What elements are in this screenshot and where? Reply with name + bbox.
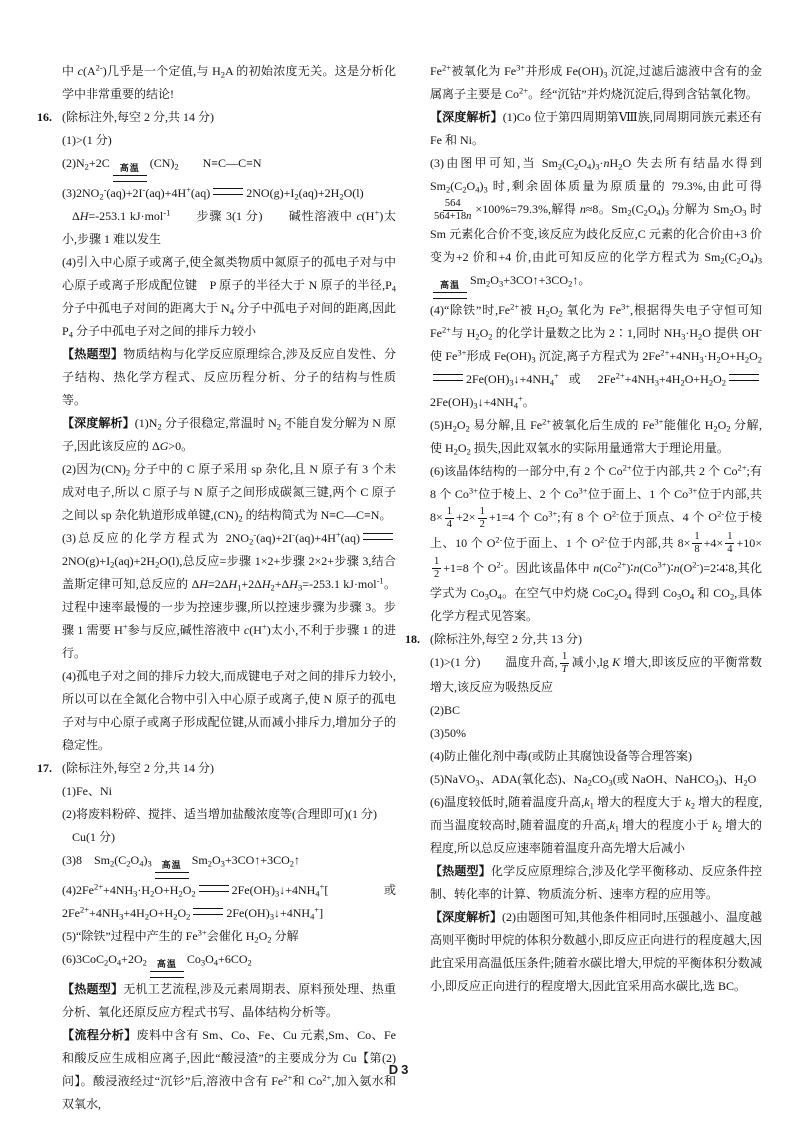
fraction-numerator: 1 [725,531,734,544]
paragraph-text: (4)防止催化剂中毒(或防止其腐蚀设备等合理答案) [430,748,692,763]
paragraph-text: (6)温度较低时,随着温度升高$,k_1$ 增大的程度大于 $k_2$ 增大的程度,而当温度较高时,随着温度的升高$,k_1$ 增大的程度小于 $k_2$ 增大的程度,所以总反应速率随着温度升高先增大后减小 [430,794,762,855]
reaction-double-line-equals [729,374,759,381]
paragraph-text: 【深度解析】$(1)N_2$ 分子很稳定,常温时 $N_2$ 不能自发分解为 N 原子,因此该反应的 ΔG>0。 [62,416,396,453]
paragraph-text: (1)>(1 分) 温度升高, $\frac{1}{T}$ 减小,lg K 增大,即该反应的平衡常数增大,该反应为吸热反应 [430,650,762,694]
paragraph-text: (除标注外,每空 2 分,共 14 分) [62,761,214,775]
fraction [432,556,441,581]
paragraph [430,152,762,299]
paragraph-text: (3)由图甲可知,当 $Sm_2(C_2O_4)_3\cdot nH_2O$ 失去所有结晶水得到 $Sm_2(C_2O_4)_3$ 时,剩余固体质量为原质量的 79.3%,由此可得 $\frac{564}{564+18n}$ ×100%=79.3%,解得 n≈8。$Sm_2(C_2O_4)_3$ 分解为 $Sm_2O_3$ 时 Sm 元素化合价不变,该反应为歧化反应,C 元素的化合价由+3 价变为+2 价和+4 价,由此可知反应的化学方程式为 $Sm_2(C_2O_4)_3$ 高温 $Sm_2O_3+3CO↑+3CO_2↑$。 [430,156,762,287]
question-number: 16. [37,110,52,124]
reaction-condition [155,861,189,879]
paragraph-text: (4)引入中心原子或离子,使全氮类物质中氮原子的孤电子对与中心原子或离子形成配位键 P 原子的半径大于 N 原子的半径$,P_4$ 分子中孤电子对间的距离大于 $N_4$ 分子中孤电子对间的距离,因此 $P_4$ 分子中孤电子对之间的排斥力较小 [62,255,396,340]
paragraph [62,665,396,757]
paragraph-text: $(4)2Fe^{2+}+4NH_3\cdot H_2O+H_2O_2$ $2Fe(OH)_3↓+4NH_4^+$[或 $2Fe^{2+}+4NH_3+4H_2O+H_2O_2$ $2Fe(OH)_3↓+4NH_4^+$] [62,881,396,922]
fraction-denominator: 4 [727,544,733,556]
paragraph [430,699,762,722]
fraction-numerator: 564 [443,198,463,211]
paragraph [430,906,762,998]
paragraph [62,412,396,458]
reaction-double-line-equals [199,885,229,892]
fraction-numerator: 1 [478,506,487,519]
reaction-double-line-equals [193,908,223,915]
paragraph [62,527,396,665]
paragraph-text: $(6)3CoC_2O_4+2O_2$ 高温 $Co_3O_4+6CO_2$ [62,952,252,966]
paragraph [62,205,396,251]
page-number: D3 [388,1062,412,1077]
reaction-double-line-equals [150,971,184,978]
paragraph [62,182,396,205]
paragraph-text: $(2)N_2+2C$ 高温 $(CN)_2$ N≡C—C≡N [62,156,262,170]
question-number: 17. [37,761,52,775]
paragraph-text: ΔH=-253.1 kJ·mol$^{-1}$ 步骤 3(1 分) 碱性溶液中 c(H+)太小,步骤 1 难以发生 [62,207,396,246]
fraction-numerator: 1 [445,506,454,519]
reaction-double-line-equals [113,175,147,182]
paragraph [430,651,762,699]
paragraph [430,745,762,768]
paragraph [430,791,762,860]
paragraph-text: (4)孤电子对之间的排斥力较大,而成键电子对之间的排斥力较小,所以可以在全氮化合物中引入中心原子或离子,使 N 原子的孤电子对与中心原子或离子形成配位键,从而减小排斥力,增加分子的稳定性。 [62,669,396,752]
reaction-double-line-equals [433,292,467,299]
condition-label: 高温 [156,959,177,969]
paragraph-text: $(3)2NO_2^-(aq)+2I^-(aq)+4H^+(aq)$ $2NO(g)+I_2(aq)+2H_2O(l)$ [62,184,364,202]
fraction-denominator: 8 [694,544,700,556]
paragraph [62,152,396,182]
reaction-double-line-equals [433,374,463,381]
paragraph-text: 【深度解析】(1)Co 位于第四周期第Ⅷ族,同周期同族元素还有 Fe 和 Ni。 [430,110,762,147]
paragraph [62,826,396,849]
reaction-double-line-equals [155,872,189,879]
paragraph [62,925,396,948]
paragraph [430,460,762,627]
left-column [37,60,397,1116]
paragraph-text: (2)将废料粉碎、搅拌、适当增加盐酸浓度等(合理即可)(1 分) [62,807,377,821]
paragraph-text: (1)>(1 分) [62,133,112,147]
fraction [432,198,473,223]
paragraph-text: (2)BC [430,702,460,717]
fraction-denominator: 564+18n [434,211,472,223]
paragraph [430,768,762,791]
paragraph [62,948,396,978]
paragraph [62,978,396,1024]
fraction [725,531,734,556]
fraction-denominator: T [561,663,568,675]
paragraph [430,722,762,745]
paragraph-text: 【热题型】化学反应原理综合,涉及化学平衡移动、反应条件控制、转化率的计算、物质流分析、速率方程的应用等。 [430,863,762,901]
reaction-double-line-equals [363,533,393,540]
paragraph-text: (1)Fe、Ni [62,784,112,798]
paragraph [430,299,762,414]
question-paragraph [405,628,762,651]
paragraph-text: 中 $c(A^{2-})$几乎是一个定值,与 $H_2A$ 的初始浓度无关。这是分析化学中非常重要的结论! [62,62,396,101]
fraction-denominator: 4 [446,519,453,531]
paragraph-text: (4)“除铁”时$,Fe^{2+}$被 $H_2O_2$ 氧化为 $Fe^{3+}$,根据得失电子守恒可知 $Fe^{2+}$与 $H_2O_2$ 的化学计量数之比为 2∶1,同时 $NH_3\cdot H_2O$ 提供 OH-使 $Fe^{3+}$形成 $Fe(OH)_3$ 沉淀,离子方程式为 $2Fe^{2+}+4NH_3\cdot H_2O+H_2O_22Fe(OH)_3↓+4NH_4^+$ 或 $2Fe^{2+}+4NH_3+4H_2O+H_2O_22Fe(OH)_3↓+4NH_4^+$。 [430,301,763,411]
paragraph [62,60,396,106]
fraction-numerator: 1 [692,531,701,544]
paragraph-text: $(5)H_2O_2$ 易分解,且 $Fe^{2+}$被氧化后生成的 $Fe^{3+}$能催化 $H_2O_2$ 分解,使 $H_2O_2$ 损失,因此双氧水的实际用量通常大于理论用量。 [430,416,762,457]
paragraph [62,879,396,925]
paragraph-text: (3)8 $Sm_2(C_2O_4)_3$ 高温 $Sm_2O_3+3CO↑+3CO_2↑$ [62,853,300,867]
condition-label: 高温 [161,860,182,870]
paragraph-text: (5)“除铁”过程中产生的 $Fe^{3+}$会催化 $H_2O_2$ 分解 [62,927,299,945]
paragraph [430,860,762,906]
paragraph [62,343,396,412]
fraction-numerator: 1 [432,556,441,569]
question-paragraph [37,106,396,129]
paragraph-text: Cu(1 分) [72,830,115,844]
paragraph [62,251,396,343]
paragraph [62,458,396,527]
paragraph-text: $Fe^{2+}$被氧化为 $Fe^{3+}$并形成 $Fe(OH)_3$ 沉淀,过滤后滤液中含有的金属离子主要是 $Co^{2+}$。经“沉钴”并灼烧沉淀后,得到含钴氧化物。 [430,62,762,101]
reaction-condition [150,960,184,978]
paragraph-text: 【热题型】无机工艺流程,涉及元素周期表、原料预处理、热重分析、氧化还原反应方程式书写、晶体结构分析等。 [62,982,396,1019]
fraction [478,506,487,531]
reaction-condition [433,281,467,299]
paragraph-text: (3)总反应的化学方程式为 $2NO_2^-(aq)+2I^-(aq)+4H^+(aq)2NO(g)+I_2(aq)+2H_2O(l)$,总反应=步骤 1×2+步骤 2×2+步骤 3,结合盖斯定律可知,总反应的 $\Delta H=2\Delta H_1+2\Delta H_2+\Delta H_3=-253.1$ kJ·mol$^{-1}$。过程中速率最慢的一步为控速步骤,所以控速步骤为步骤 3。步骤 1 需要 H+参与反应,碱性溶液中 c(H+)太小,不利于步骤 1 的进行。 [62,529,396,660]
paragraph [430,106,762,152]
paragraph-text: (除标注外,每空 2 分,共 14 分) [62,110,214,124]
paragraph-text: (除标注外,每空 2 分,共 13 分) [430,631,582,646]
fraction [445,506,454,531]
question-paragraph [37,757,396,780]
paragraph [62,780,396,803]
fraction-denominator: 2 [479,519,485,531]
right-column [405,60,763,998]
fraction [560,651,570,676]
paragraph-text: (6)该晶体结构的一部分中,有 2 个 $Co^{2+}$位于内部,共 2 个 $Co^{2+}$;有 8 个 $Co^{3+}$位于棱上、2 个 $Co^{3+}$位于面上、1 个 $Co^{3+}$位于内部,共 8× $\frac{1}{4}$ +2× $\frac{1}{2}$ +1=4 个 $Co^{3+}$;有 8 个 $O^{2-}$位于顶点、4 个 $O^{2-}$位于棱上、10 个 $O^{2-}$位于面上、1 个 $O^{2-}$位于内部,共 8× $\frac{1}{8}$ +4× $\frac{1}{4}$ +10× $\frac{1}{2}$ +1=8 个 $O^{2-}$。因此该晶体中 $n(Co^{2+})∶n(Co^{3+})∶n(O^{2-})=2∶4∶8$,其化学式为 $Co_3O_4$。在空气中灼烧 $CoC_2O_4$ 得到 $Co_3O_4$ 和 $CO_2$,具体化学方程式见答案。 [430,462,763,623]
paragraph [62,803,396,826]
paragraph-text: 【流程分析】废料中含有 Sm、Co、Fe、Cu 元素,Sm、Co、Fe 和酸反应生成相应离子,因此“酸浸渣”的主要成分为 Cu【第(2)问】。酸浸液经过“沉钐”后,溶液中含有 $Fe^{2+}$和 $Co^{2+}$,加入氨水和双氧水, [62,1028,396,1111]
paragraph-text: 【热题型】物质结构与化学反应原理综合,涉及反应自发性、分子结构、热化学方程式、反应历程分析、分子的结构与性质等。 [62,347,396,407]
condition-label: 高温 [119,163,140,173]
question-number: 18. [405,631,420,646]
paragraph-text: (2)因为$(CN)_2$ 分子中的 C 原子采用 sp 杂化,且 N 原子有 3 个未成对电子,所以 C 原子与 N 原子之间形成碳氮三键,两个 C 原子之间以 sp 杂化轨道形成单键$,(CN)_2$ 的结构简式为 N≡C—C≡N。 [62,462,397,524]
paragraph [430,414,762,460]
fraction-numerator: 1 [560,651,569,664]
reaction-condition [113,164,147,182]
fraction [692,531,701,556]
condition-label: 高温 [439,280,460,291]
reaction-double-line-equals [213,188,243,195]
fraction-denominator: 2 [434,569,440,581]
paragraph [430,60,762,106]
paragraph [62,129,396,152]
paragraph-text: 【深度解析】(2)由题图可知,其他条件相同时,压强越小、温度越高则平衡时甲烷的体积分数越小,即反应正向进行的程度越大,因此宜采用高温低压条件;随着水碳比增大,甲烷的平衡体积分数减小,即反应正向进行的程度增大,因此宜采用高水碳比,选 BC。 [430,909,763,993]
paragraph-text: (3)50% [430,725,466,740]
paragraph-text: (5)NaVO$_3$、ADA(氧化态)、$Na_2CO_3$(或 NaOH、NaHCO$_3$)、$H_2O$ [430,771,757,788]
paragraph [62,849,396,879]
